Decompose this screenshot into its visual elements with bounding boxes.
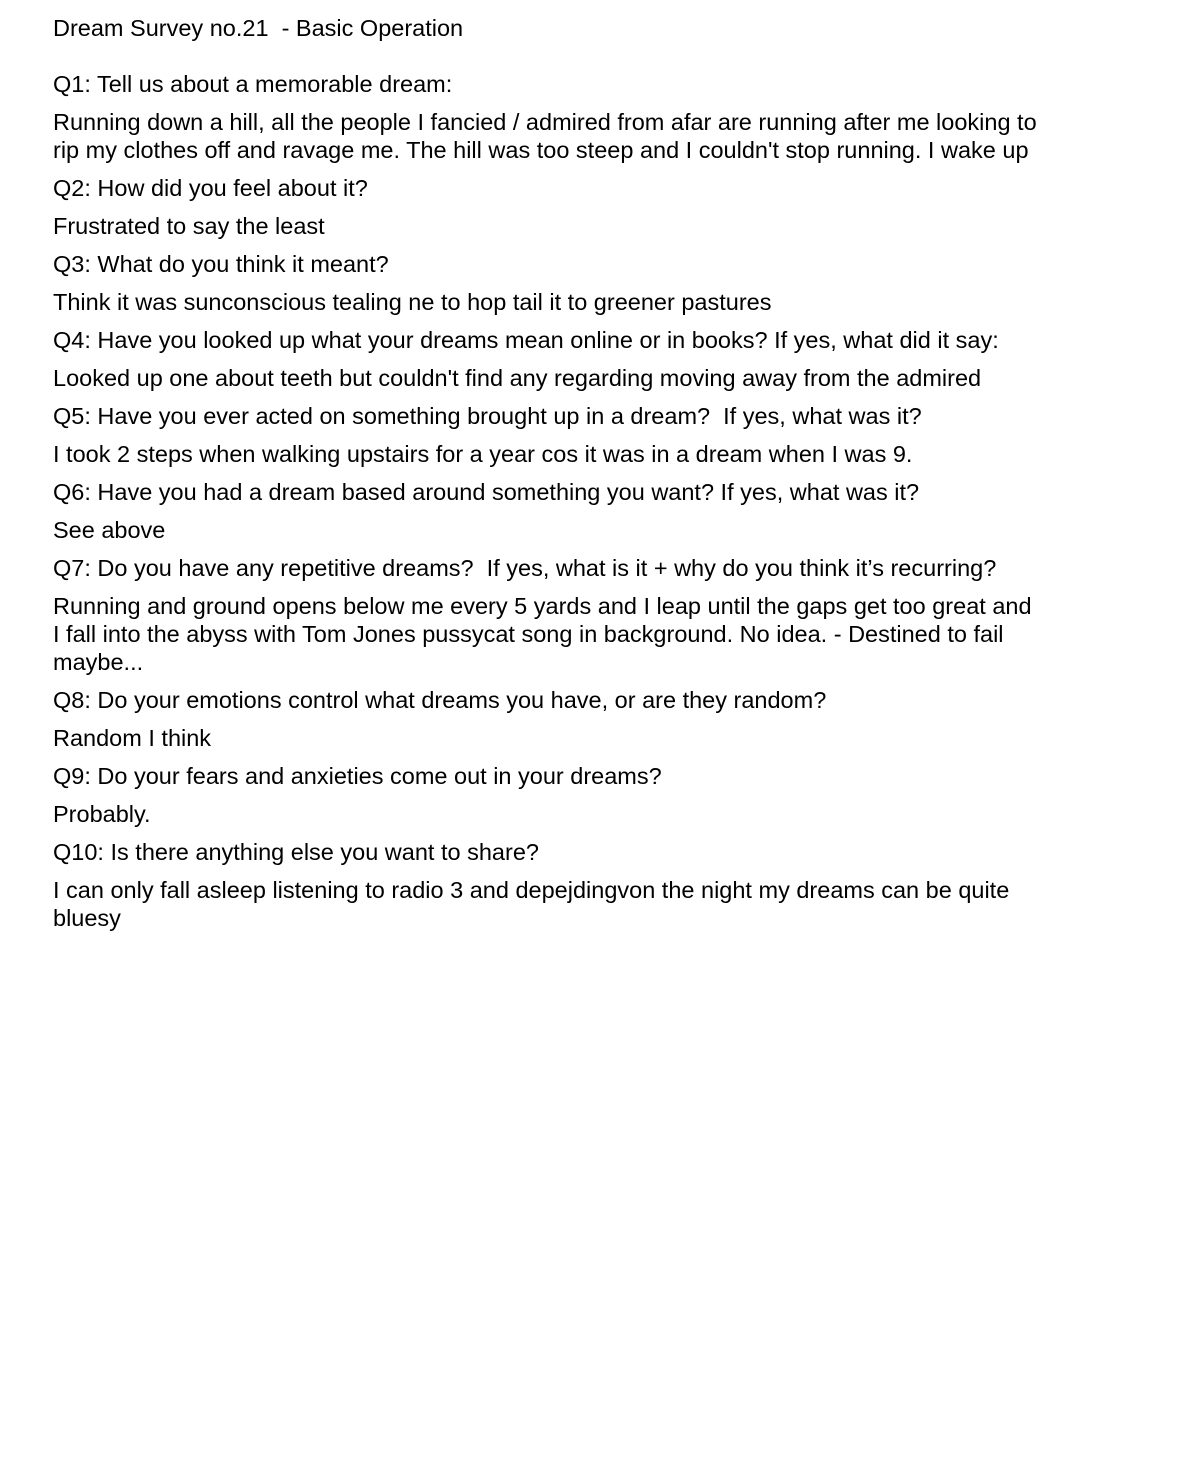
qa-item-3 — [53, 250, 1133, 316]
question-3: Q3: What do you think it meant? — [53, 251, 389, 277]
qa-item-2 — [53, 174, 1133, 240]
question-5: Q5: Have you ever acted on something brought up in a dream? If yes, what was it? — [53, 403, 922, 429]
qa-item-9 — [53, 762, 1133, 828]
answer-8: Random I think — [53, 725, 212, 751]
answer-1: Running down a hill, all the people I fancied / admired from afar are running after me looking to rip my clothes off and ravage me. The hill was too steep and I couldn't stop running. I wake up — [53, 109, 1037, 163]
answer-2: Frustrated to say the least — [53, 213, 325, 239]
answer-6: See above — [53, 517, 166, 543]
question-8: Q8: Do your emotions control what dreams you have, or are they random? — [53, 687, 827, 713]
qa-item-1 — [53, 70, 1133, 164]
document-title: Dream Survey no.21 - Basic Operation — [53, 15, 464, 41]
answer-7: Running and ground opens below me every 5 yards and I leap until the gaps get too great and I fall into the abyss with Tom Jones pussycat song in background. No idea. - Destined to fail maybe... — [53, 593, 1032, 675]
answer-10: I can only fall asleep listening to radio 3 and depejdingvon the night my dreams can be quite bluesy — [53, 877, 1010, 931]
answer-4: Looked up one about teeth but couldn't find any regarding moving away from the admired — [53, 365, 982, 391]
qa-item-7 — [53, 554, 1133, 676]
question-1: Q1: Tell us about a memorable dream: — [53, 71, 453, 97]
qa-item-6 — [53, 478, 1133, 544]
qa-item-4 — [53, 326, 1133, 392]
qa-item-5 — [53, 402, 1133, 468]
answer-3: Think it was sunconscious tealing ne to hop tail it to greener pastures — [53, 289, 772, 315]
answer-9: Probably. — [53, 801, 151, 827]
question-9: Q9: Do your fears and anxieties come out in your dreams? — [53, 763, 662, 789]
question-2: Q2: How did you feel about it? — [53, 175, 368, 201]
question-4: Q4: Have you looked up what your dreams mean online or in books? If yes, what did it say: — [53, 327, 999, 353]
qa-item-8 — [53, 686, 1133, 752]
question-6: Q6: Have you had a dream based around something you want? If yes, what was it? — [53, 479, 920, 505]
survey-document — [53, 14, 1133, 942]
answer-5: I took 2 steps when walking upstairs for a year cos it was in a dream when I was 9. — [53, 441, 913, 467]
question-7: Q7: Do you have any repetitive dreams? If yes, what is it + why do you think it’s recurring? — [53, 555, 997, 581]
qa-item-10 — [53, 838, 1133, 932]
question-10: Q10: Is there anything else you want to share? — [53, 839, 539, 865]
